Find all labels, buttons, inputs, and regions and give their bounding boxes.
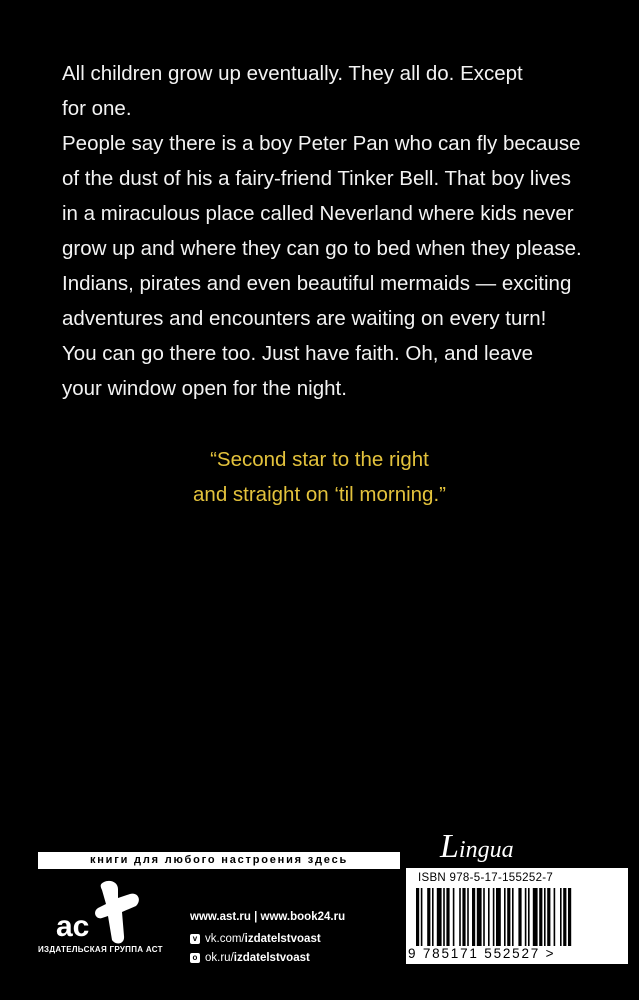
blurb-line: adventures and encounters are waiting on every turn! <box>62 307 547 330</box>
isbn-digits: 9 785171 552527 > <box>408 946 556 961</box>
vk-handle: izdatelstvoast <box>244 932 321 945</box>
isbn-label: ISBN 978-5-17-155252-7 <box>418 872 554 884</box>
quote-line: “Second star to the right <box>210 448 429 471</box>
barcode <box>416 888 620 946</box>
ok-handle: izdatelstvoast <box>233 951 310 964</box>
ast-logo <box>52 880 142 950</box>
vk-link[interactable] <box>190 929 345 948</box>
sites-link[interactable]: www.ast.ru | www.book24.ru <box>190 910 346 923</box>
quote-line: and straight on ‘til morning.” <box>193 483 446 506</box>
blurb-line: your window open for the night. <box>62 377 347 400</box>
blurb-text <box>62 56 582 406</box>
blurb-line: Indians, pirates and even beautiful mermaids — exciting <box>62 272 572 295</box>
ok-prefix: ok.ru/ <box>205 951 234 964</box>
vk-icon: v <box>190 934 200 944</box>
pull-quote <box>0 442 639 512</box>
lingua-logo <box>440 828 514 866</box>
publisher-links <box>190 907 345 967</box>
isbn-barcode-box <box>406 868 628 964</box>
tagline-banner: книги для любого настроения здесь <box>38 852 400 869</box>
blurb-line: All children grow up eventually. They all do. Except <box>62 62 523 85</box>
odnoklassniki-icon: o <box>190 953 200 963</box>
blurb-line: People say there is a boy Peter Pan who can fly because <box>62 132 581 155</box>
blurb-line: You can go there too. Just have faith. Oh, and leave <box>62 342 534 365</box>
svg-text:ac: ac <box>56 910 90 943</box>
logo-initial: L <box>440 828 459 865</box>
logo-rest: ingua <box>458 837 514 863</box>
blurb-line: for one. <box>62 97 132 120</box>
blurb-line: of the dust of his a fairy-friend Tinker Bell. That boy lives <box>62 167 571 190</box>
ok-link[interactable] <box>190 948 345 967</box>
publisher-name: ИЗДАТЕЛЬСКАЯ ГРУППА АСТ <box>38 945 163 954</box>
blurb-line: grow up and where they can go to bed when they please. <box>62 237 582 260</box>
vk-prefix: vk.com/ <box>205 932 245 945</box>
blurb-line: in a miraculous place called Neverland where kids never <box>62 202 574 225</box>
